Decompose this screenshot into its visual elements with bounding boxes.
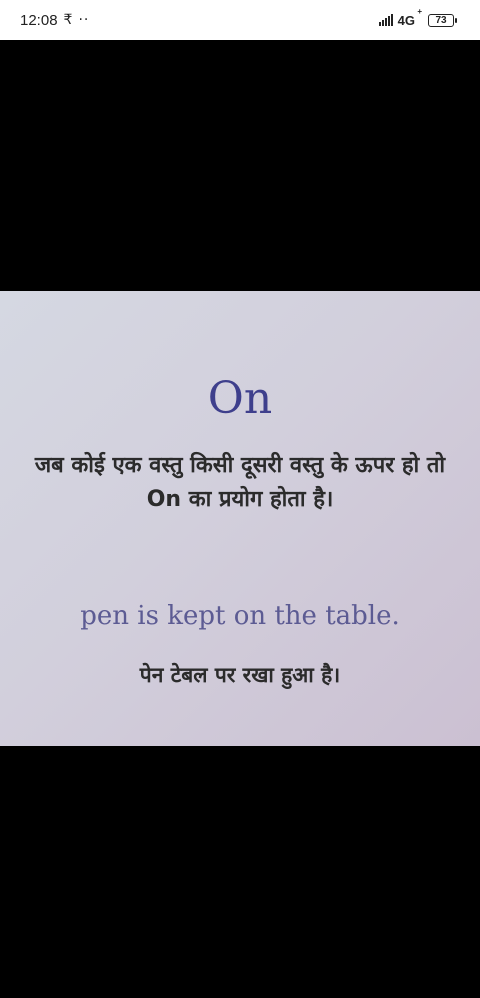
status-left <box>20 12 89 29</box>
battery-icon <box>428 14 454 27</box>
status-time: 12:08 <box>20 11 58 29</box>
status-right <box>379 6 454 28</box>
lesson-explanation: जब कोई एक वस्तु किसी दूसरी वस्तु के ऊपर हो तो On का प्रयोग होता है। <box>34 453 446 512</box>
battery-level: 73 <box>435 14 447 26</box>
network-activity-icon: + <box>417 6 422 16</box>
example-english: pen is kept on the table. <box>80 601 400 631</box>
network-type <box>397 6 422 28</box>
example-hindi: पेन टेबल पर रखा हुआ है। <box>139 663 341 687</box>
status-bar <box>0 0 480 40</box>
rupee-icon: ₹ <box>63 12 73 28</box>
network-label: 4G <box>397 12 415 28</box>
lesson-card-image <box>0 291 480 746</box>
lesson-title: On <box>207 373 273 424</box>
more-notifications-icon: ·· <box>78 12 90 28</box>
signal-icon <box>379 14 393 26</box>
